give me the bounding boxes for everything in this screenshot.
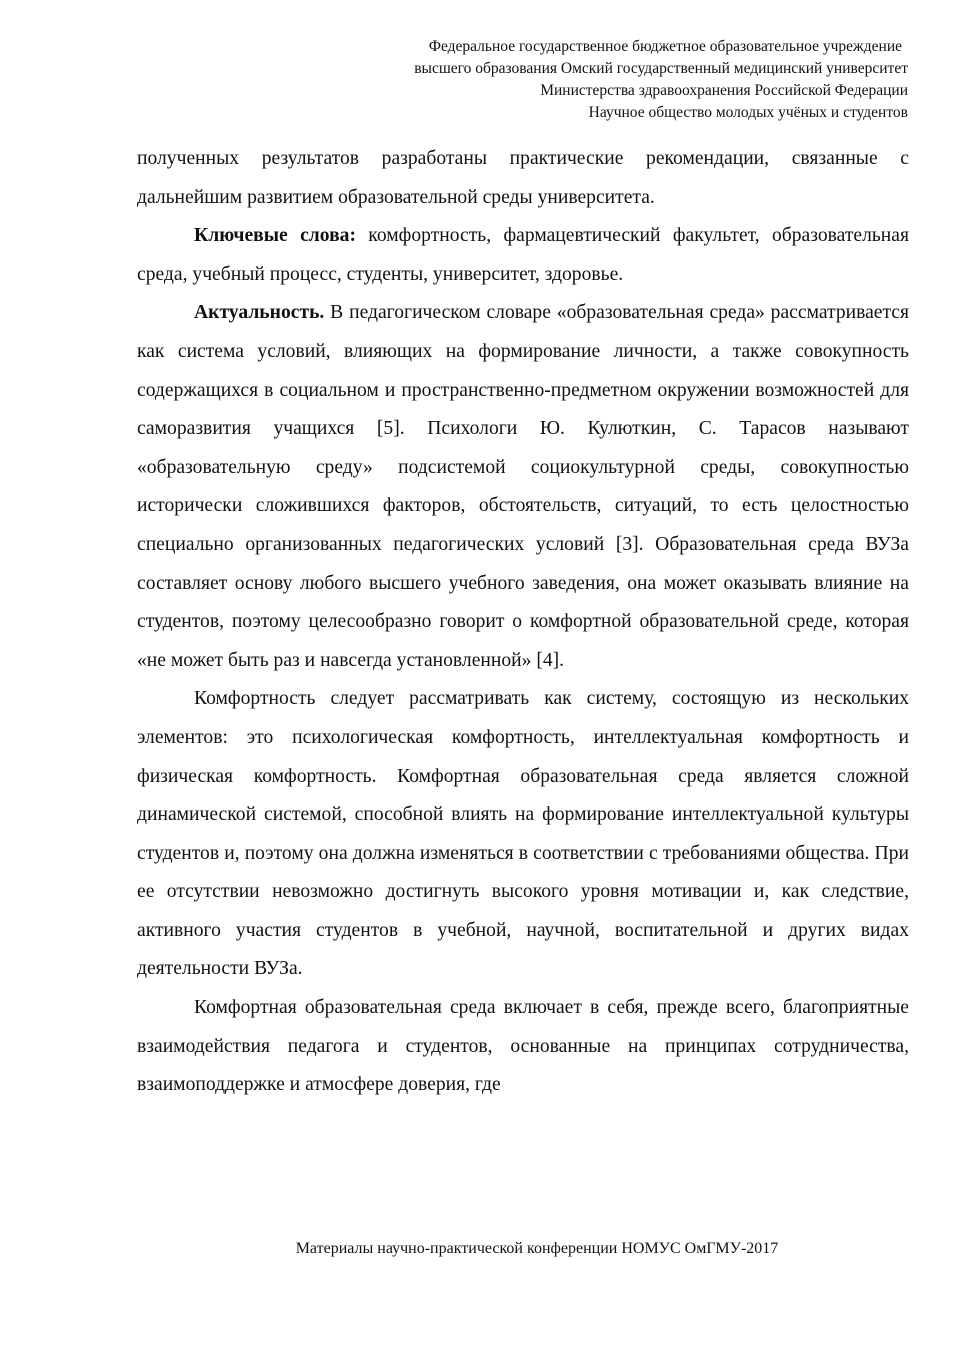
keywords-label: Ключевые слова: <box>194 225 356 247</box>
article-body <box>137 140 909 1105</box>
header-line-society: Научное общество молодых учёных и студентов <box>588 104 908 121</box>
paragraph-comfort-environment: Комфортная образовательная среда включает в себя, прежде всего, благоприятные взаимодействия педагога и студентов, основанные на принципах сотрудничества, взаимоподдержке и атмосфере доверия, где <box>137 997 909 1096</box>
page-footer <box>0 1238 954 1260</box>
relevance-label: Актуальность. <box>194 302 325 324</box>
paragraph-keywords <box>137 217 909 294</box>
keywords-text: комфортность, фармацевтический факультет, образовательная среда, учебный процесс, студенты, университет, здоровье. <box>137 225 909 285</box>
relevance-text: В педагогическом словаре «образовательная среда» рассматривается как система условий, влияющих на формирование личности, а также совокупность содержащихся в социальном и пространственно-предметном окружении возможностей для саморазвития учащихся [5]. Психологи Ю. Кулюткин, С. Тарасов называют «образовательную среду» подсистемой социокультурной среды, совокупностью исторически сложившихся факторов, обстоятельств, ситуаций, то есть целостностью специально организованных педагогических условий [3]. Образовательная среда ВУЗа составляет основу любого высшего учебного заведения, она может оказывать влияние на студентов, поэтому целесообразно говорит о комфортной образовательной среде, которая «не может быть раз и навсегда установленной» [4]. <box>137 302 909 671</box>
page-header <box>208 36 908 124</box>
footer-conference-text: Материалы научно-практической конференции НОМУС ОмГМУ-2017 <box>295 1240 779 1257</box>
paragraph-comfort-system: Комфортность следует рассматривать как систему, состоящую из нескольких элементов: это психологическая комфортность, интеллектуальная комфортность и физическая комфортность. Комфортная образовательная среда является сложной динамической системой, способной влиять на формирование интеллектуальной культуры студентов и, поэтому она должна изменяться в соответствии с требованиями общества. При ее отсутствии невозможно достигнуть высокого уровня мотивации и, как следствие, активного участия студентов в учебной, научной, воспитательной и других видах деятельности ВУЗа. <box>137 688 909 980</box>
header-line-institution: Федеральное государственное бюджетное образовательное учреждение <box>428 38 902 55</box>
header-line-university: высшего образования Омский государственный медицинский университет <box>414 60 908 77</box>
paragraph-continuation: полученных результатов разработаны практические рекомендации, связанные с дальнейшим развитием образовательной среды университета. <box>137 148 909 208</box>
paragraph-relevance <box>137 294 909 680</box>
header-line-ministry: Министерства здравоохранения Российской Федерации <box>540 82 908 99</box>
